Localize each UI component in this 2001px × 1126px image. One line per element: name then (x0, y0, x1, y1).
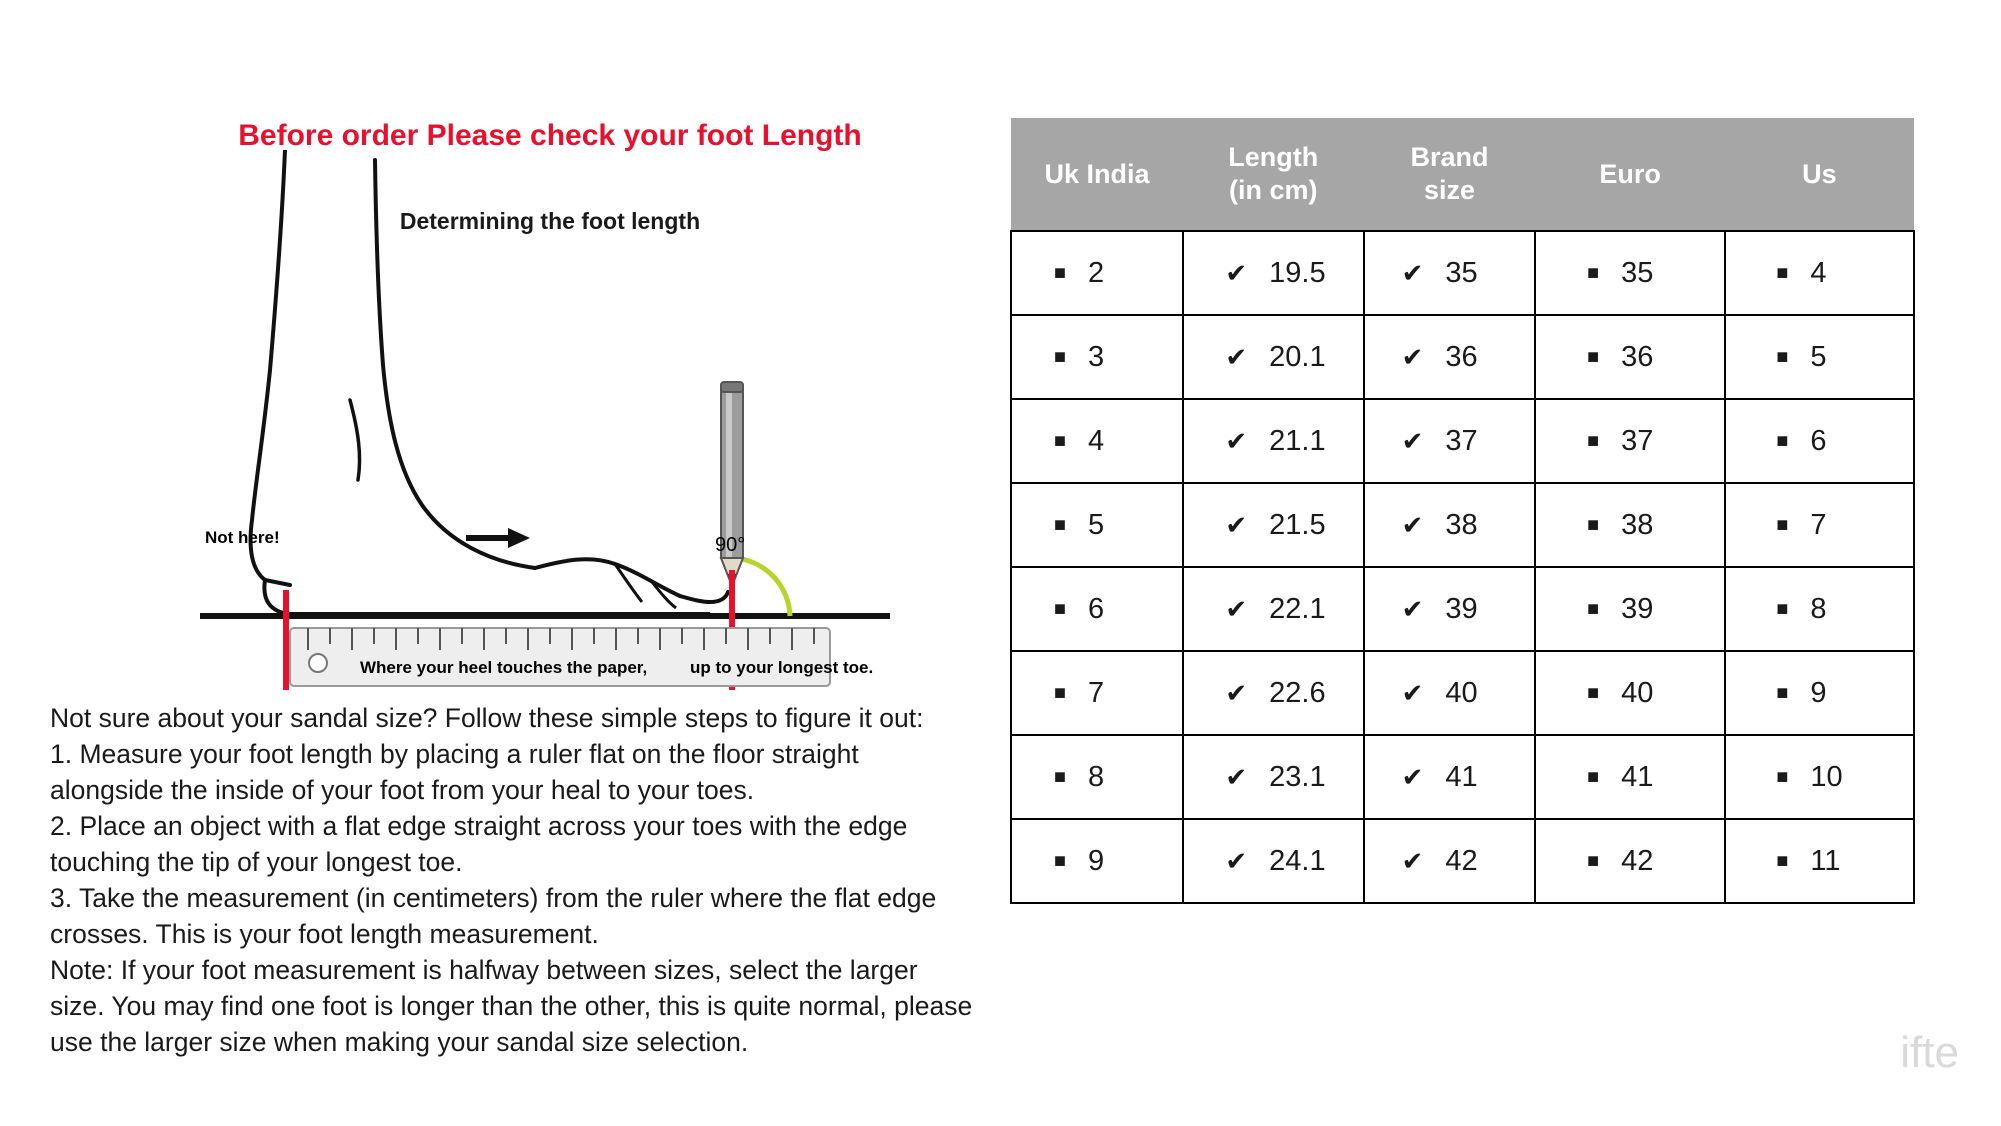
table-cell (1535, 651, 1724, 735)
label-not-here: Not here! (205, 528, 280, 547)
check-icon: ✔ (1225, 762, 1248, 792)
table-header-line: Length (1228, 142, 1319, 173)
label-toe-reference: up to your longest toe. (690, 658, 874, 677)
table-cell-value: 22.1 (1269, 592, 1326, 625)
square-bullet-icon: ■ (1587, 850, 1600, 872)
table-cell-value: 3 (1088, 340, 1105, 373)
instructions-note: Note: If your foot measurement is halfway between sizes, select the larger size. You may find one foot is longer than the other, this is quite normal, please use the larger size when making your sandal size selection. (50, 955, 973, 1058)
table-cell-value: 37 (1621, 424, 1654, 457)
table-header-row (1011, 118, 1914, 231)
size-chart-head (1011, 118, 1914, 231)
size-chart-body (1011, 231, 1914, 903)
table-header-cell (1535, 118, 1724, 231)
table-cell (1364, 819, 1536, 903)
square-bullet-icon: ■ (1587, 430, 1600, 452)
table-cell-value: 39 (1445, 592, 1478, 625)
label-heel-reference: Where your heel touches the paper, (360, 658, 648, 677)
table-header-line: Euro (1599, 158, 1661, 189)
table-cell-value: 42 (1445, 844, 1478, 877)
check-icon: ✔ (1401, 678, 1424, 708)
check-icon: ✔ (1225, 846, 1248, 876)
table-cell-value: 4 (1810, 256, 1827, 289)
table-cell-value: 36 (1445, 340, 1478, 373)
square-bullet-icon: ■ (1587, 598, 1600, 620)
table-cell-value: 4 (1088, 424, 1105, 457)
table-header-cell (1183, 118, 1364, 231)
check-icon: ✔ (1401, 846, 1424, 876)
label-right-angle: 90° (715, 534, 746, 556)
check-icon: ✔ (1225, 594, 1248, 624)
table-cell (1725, 567, 1914, 651)
table-cell (1183, 231, 1364, 315)
table-cell-value: 7 (1810, 508, 1827, 541)
table-cell (1725, 651, 1914, 735)
table-cell (1535, 231, 1724, 315)
table-cell-value: 9 (1088, 844, 1105, 877)
table-row (1011, 651, 1914, 735)
table-cell (1183, 483, 1364, 567)
square-bullet-icon: ■ (1776, 514, 1789, 536)
table-row (1011, 819, 1914, 903)
table-cell-value: 24.1 (1269, 844, 1326, 877)
table-header-line: size (1423, 175, 1476, 205)
table-header-line: Brand (1410, 142, 1489, 173)
instructions-step-3: 3. Take the measurement (in centimeters) from the ruler where the flat edge crosses. This is your foot length measurement. (50, 883, 937, 950)
table-header-line: Uk India (1044, 158, 1150, 189)
check-icon: ✔ (1225, 258, 1248, 288)
table-row (1011, 315, 1914, 399)
table-cell (1011, 483, 1183, 567)
table-cell (1011, 231, 1183, 315)
table-cell (1011, 819, 1183, 903)
table-cell-value: 10 (1810, 760, 1843, 793)
foot-measurement-illustration (190, 150, 910, 690)
square-bullet-icon: ■ (1053, 430, 1067, 452)
square-bullet-icon: ■ (1587, 262, 1600, 284)
check-icon: ✔ (1225, 678, 1248, 708)
check-icon: ✔ (1401, 258, 1424, 288)
table-cell-value: 35 (1621, 256, 1654, 289)
table-cell-value: 21.5 (1269, 508, 1326, 541)
table-cell (1183, 651, 1364, 735)
table-cell (1364, 651, 1536, 735)
table-cell-value: 38 (1621, 508, 1654, 541)
size-chart-container (1010, 118, 1915, 904)
table-cell (1535, 483, 1724, 567)
table-cell (1725, 735, 1914, 819)
square-bullet-icon: ■ (1587, 514, 1600, 536)
table-cell (1535, 819, 1724, 903)
table-cell (1725, 231, 1914, 315)
table-cell-value: 19.5 (1269, 256, 1326, 289)
square-bullet-icon: ■ (1053, 850, 1067, 872)
table-cell (1364, 231, 1536, 315)
square-bullet-icon: ■ (1053, 682, 1067, 704)
table-cell-value: 2 (1088, 256, 1105, 289)
square-bullet-icon: ■ (1776, 430, 1789, 452)
table-row (1011, 399, 1914, 483)
table-cell-value: 5 (1088, 508, 1105, 541)
instructions-intro: Not sure about your sandal size? Follow these simple steps to figure it out: (50, 703, 924, 733)
table-cell (1011, 315, 1183, 399)
diagram-subtitle: Determining the foot length (399, 208, 701, 234)
table-cell-value: 36 (1621, 340, 1654, 373)
table-cell (1183, 315, 1364, 399)
table-cell (1364, 567, 1536, 651)
check-icon: ✔ (1401, 510, 1424, 540)
table-row (1011, 231, 1914, 315)
table-cell-value: 9 (1810, 676, 1827, 709)
square-bullet-icon: ■ (1587, 766, 1600, 788)
instructions-step-2: 2. Place an object with a flat edge straight across your toes with the edge touching the tip of your longest toe. (50, 811, 908, 878)
table-cell (1535, 315, 1724, 399)
table-cell (1183, 735, 1364, 819)
instructions-block (50, 700, 975, 1060)
square-bullet-icon: ■ (1776, 598, 1789, 620)
table-cell-value: 41 (1445, 760, 1478, 793)
table-row (1011, 483, 1914, 567)
check-icon: ✔ (1225, 510, 1248, 540)
square-bullet-icon: ■ (1053, 346, 1067, 368)
table-cell-value: 7 (1088, 676, 1105, 709)
table-cell (1535, 399, 1724, 483)
table-cell-value: 5 (1810, 340, 1827, 373)
table-header-cell (1364, 118, 1536, 231)
square-bullet-icon: ■ (1053, 514, 1067, 536)
table-cell-value: 11 (1810, 844, 1841, 877)
table-cell (1364, 735, 1536, 819)
table-cell-value: 23.1 (1269, 760, 1326, 793)
table-header-cell (1011, 118, 1183, 231)
table-cell (1011, 399, 1183, 483)
table-cell-value: 42 (1621, 844, 1654, 877)
table-row (1011, 567, 1914, 651)
table-cell (1725, 819, 1914, 903)
table-cell (1535, 735, 1724, 819)
table-cell-value: 22.6 (1269, 676, 1326, 709)
square-bullet-icon: ■ (1776, 850, 1789, 872)
square-bullet-icon: ■ (1053, 262, 1067, 284)
table-cell (1011, 651, 1183, 735)
check-icon: ✔ (1401, 426, 1424, 456)
table-cell-value: 40 (1445, 676, 1478, 709)
table-cell (1011, 735, 1183, 819)
check-icon: ✔ (1401, 594, 1424, 624)
table-cell-value: 35 (1445, 256, 1478, 289)
table-header-line: Us (1802, 158, 1837, 189)
square-bullet-icon: ■ (1053, 766, 1067, 788)
table-cell-value: 20.1 (1269, 340, 1326, 373)
square-bullet-icon: ■ (1587, 346, 1600, 368)
check-icon: ✔ (1225, 342, 1248, 372)
size-chart-table (1010, 118, 1915, 904)
check-icon: ✔ (1401, 342, 1424, 372)
square-bullet-icon: ■ (1053, 598, 1067, 620)
square-bullet-icon: ■ (1776, 766, 1789, 788)
check-icon: ✔ (1401, 762, 1424, 792)
square-bullet-icon: ■ (1776, 262, 1789, 284)
watermark: ifte (1900, 1028, 1959, 1077)
table-cell (1364, 483, 1536, 567)
table-cell (1725, 315, 1914, 399)
table-cell (1364, 399, 1536, 483)
table-header-line: (in cm) (1228, 175, 1318, 205)
table-cell (1725, 399, 1914, 483)
square-bullet-icon: ■ (1587, 682, 1600, 704)
table-cell-value: 41 (1621, 760, 1654, 793)
table-cell-value: 21.1 (1269, 424, 1326, 457)
table-cell-value: 6 (1810, 424, 1827, 457)
table-cell-value: 39 (1621, 592, 1654, 625)
table-cell-value: 6 (1088, 592, 1105, 625)
table-cell (1183, 819, 1364, 903)
table-cell-value: 37 (1445, 424, 1478, 457)
square-bullet-icon: ■ (1776, 346, 1789, 368)
table-cell (1364, 315, 1536, 399)
table-cell-value: 8 (1810, 592, 1827, 625)
table-cell (1183, 567, 1364, 651)
table-row (1011, 735, 1914, 819)
table-header-cell (1725, 118, 1914, 231)
instructions-step-1: 1. Measure your foot length by placing a ruler flat on the floor straight alongside the inside of your foot from your heal to your toes. (50, 739, 859, 806)
table-cell (1535, 567, 1724, 651)
diagram-title: Before order Please check your foot Length (238, 119, 862, 152)
left-column (0, 0, 1000, 1126)
table-cell-value: 40 (1621, 676, 1654, 709)
table-cell (1725, 483, 1914, 567)
table-cell-value: 8 (1088, 760, 1105, 793)
table-cell (1183, 399, 1364, 483)
table-cell-value: 38 (1445, 508, 1478, 541)
check-icon: ✔ (1225, 426, 1248, 456)
square-bullet-icon: ■ (1776, 682, 1789, 704)
table-cell (1011, 567, 1183, 651)
